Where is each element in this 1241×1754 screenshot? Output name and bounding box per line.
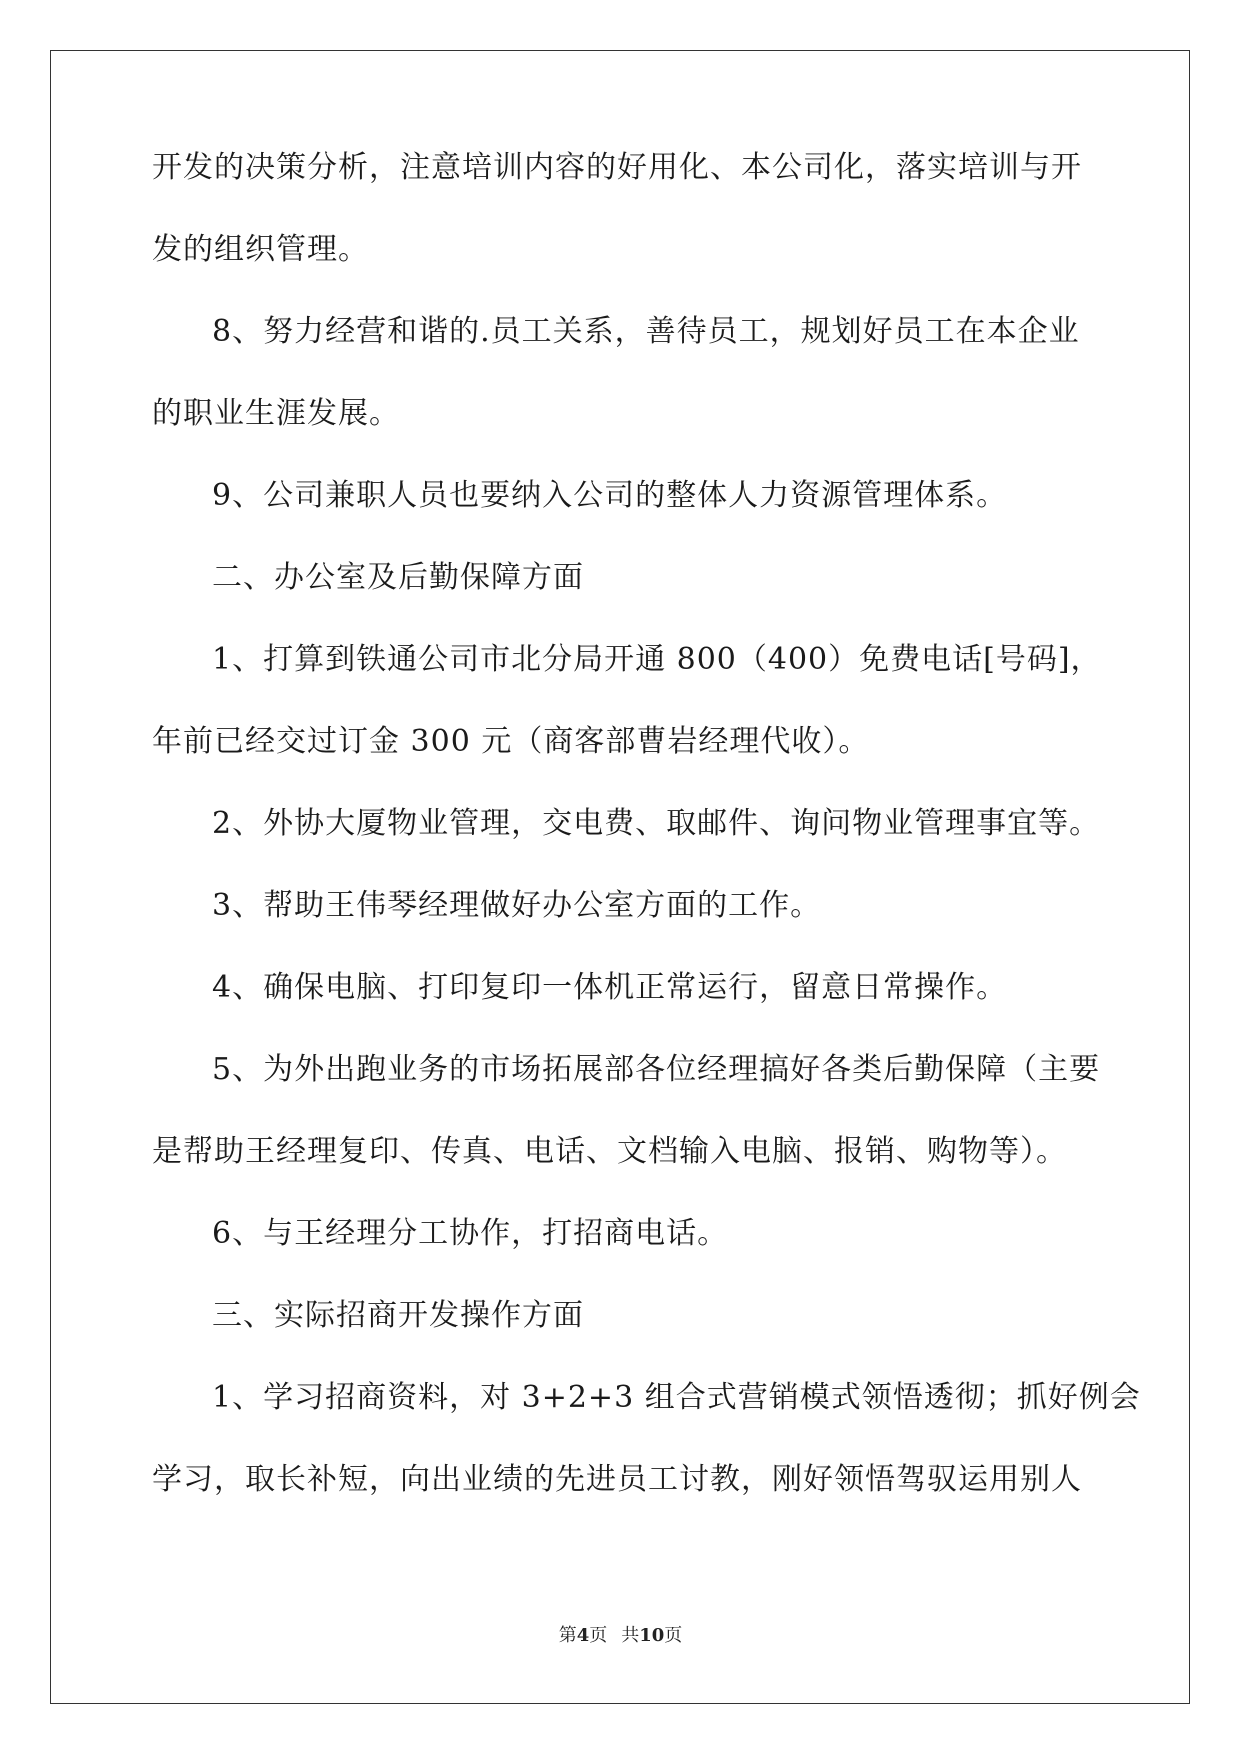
paragraph-line: 6、与王经理分工协作，打招商电话。 <box>212 1216 729 1251</box>
paragraph-line: 学习，取长补短，向出业绩的先进员工讨教，刚好领悟驾驭运用别人 <box>152 1462 1082 1497</box>
paragraph-line: 5、为外出跑业务的市场拓展部各位经理搞好各类后勤保障（主要 <box>212 1052 1101 1087</box>
page-footer <box>0 1624 1241 1648</box>
footer-total-prefix: 共 <box>621 1625 640 1646</box>
page-number: 4 <box>576 1625 590 1646</box>
paragraph-line: 年前已经交过订金 300 元（商客部曹岩经理代收）。 <box>152 724 870 759</box>
footer-total-suffix: 页 <box>664 1625 683 1646</box>
paragraph-line: 2、外协大厦物业管理，交电费、取邮件、询问物业管理事宜等。 <box>212 806 1101 841</box>
paragraph-line: 9、公司兼职人员也要纳入公司的整体人力资源管理体系。 <box>212 478 1008 513</box>
paragraph-line: 8、努力经营和谐的.员工关系，善待员工，规划好员工在本企业 <box>212 314 1080 349</box>
page-border <box>50 50 1190 1704</box>
paragraph-line: 3、帮助王伟琴经理做好办公室方面的工作。 <box>212 888 822 923</box>
footer-page-prefix: 第 <box>558 1625 577 1646</box>
total-pages: 10 <box>639 1625 665 1646</box>
paragraph-line: 发的组织管理。 <box>152 232 369 267</box>
section-heading: 二、办公室及后勤保障方面 <box>212 560 584 595</box>
paragraph-line: 开发的决策分析，注意培训内容的好用化、本公司化，落实培训与开 <box>152 150 1082 185</box>
section-heading: 三、实际招商开发操作方面 <box>212 1298 584 1333</box>
paragraph-line: 是帮助王经理复印、传真、电话、文档输入电脑、报销、购物等）。 <box>152 1134 1067 1169</box>
paragraph-line: 4、确保电脑、打印复印一体机正常运行，留意日常操作。 <box>212 970 1008 1005</box>
paragraph-line: 1、学习招商资料，对 3+2+3 组合式营销模式领悟透彻；抓好例会 <box>212 1380 1141 1415</box>
paragraph-line: 1、打算到铁通公司市北分局开通 800（400）免费电话[号码]， <box>212 642 1102 677</box>
footer-page-suffix: 页 <box>589 1625 608 1646</box>
paragraph-line: 的职业生涯发展。 <box>152 396 400 431</box>
